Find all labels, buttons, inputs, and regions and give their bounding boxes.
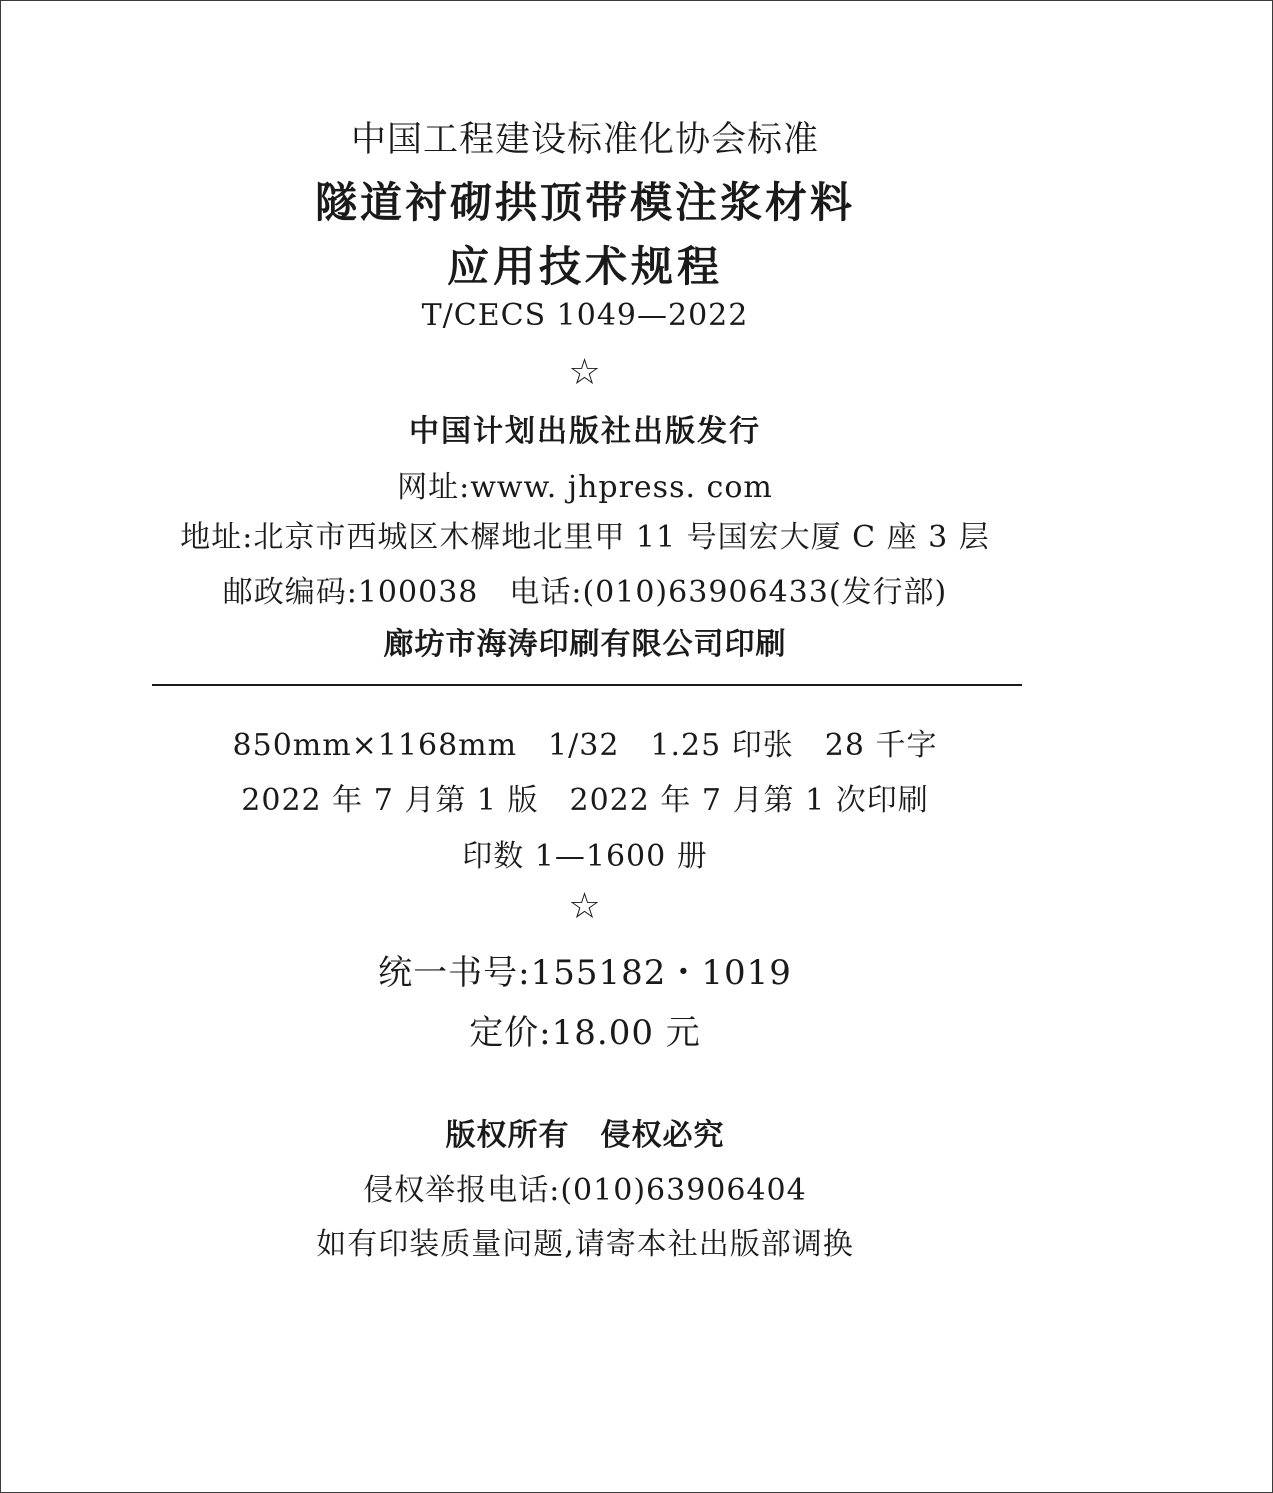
book-title-line-2: 应用技术规程 xyxy=(446,242,723,291)
standard-code: T/CECS 1049—2022 xyxy=(421,298,749,333)
print-run: 印数 1—1600 册 xyxy=(462,839,708,874)
infringement-report-phone: 侵权举报电话:(010)63906404 xyxy=(363,1173,807,1208)
price: 定价:18.00 元 xyxy=(469,1013,701,1053)
publisher: 中国计划出版社出版发行 xyxy=(409,414,761,449)
standard-series: 中国工程建设标准化协会标准 xyxy=(350,120,819,160)
publisher-website: 网址:www. jhpress. com xyxy=(397,470,773,505)
postal-code-and-phone: 邮政编码:100038 电话:(010)63906433(发行部) xyxy=(222,575,948,610)
quality-notice: 如有印装质量问题,请寄本社出版部调换 xyxy=(316,1227,854,1262)
publisher-address: 地址:北京市西城区木樨地北里甲 11 号国宏大厦 C 座 3 层 xyxy=(180,520,990,555)
book-title-line-1: 隧道衬砌拱顶带模注浆材料 xyxy=(314,178,855,227)
star-icon: ☆ xyxy=(568,886,602,927)
unified-book-number: 统一书号:155182・1019 xyxy=(378,953,792,993)
printer: 廊坊市海涛印刷有限公司印刷 xyxy=(383,627,787,662)
star-icon: ☆ xyxy=(568,352,602,393)
book-format: 850mm×1168mm 1/32 1.25 印张 28 千字 xyxy=(232,728,938,763)
edition-info: 2022 年 7 月第 1 版 2022 年 7 月第 1 次印刷 xyxy=(241,783,929,818)
divider-rule xyxy=(152,684,1022,686)
copyright-notice: 版权所有 侵权必究 xyxy=(445,1118,725,1153)
